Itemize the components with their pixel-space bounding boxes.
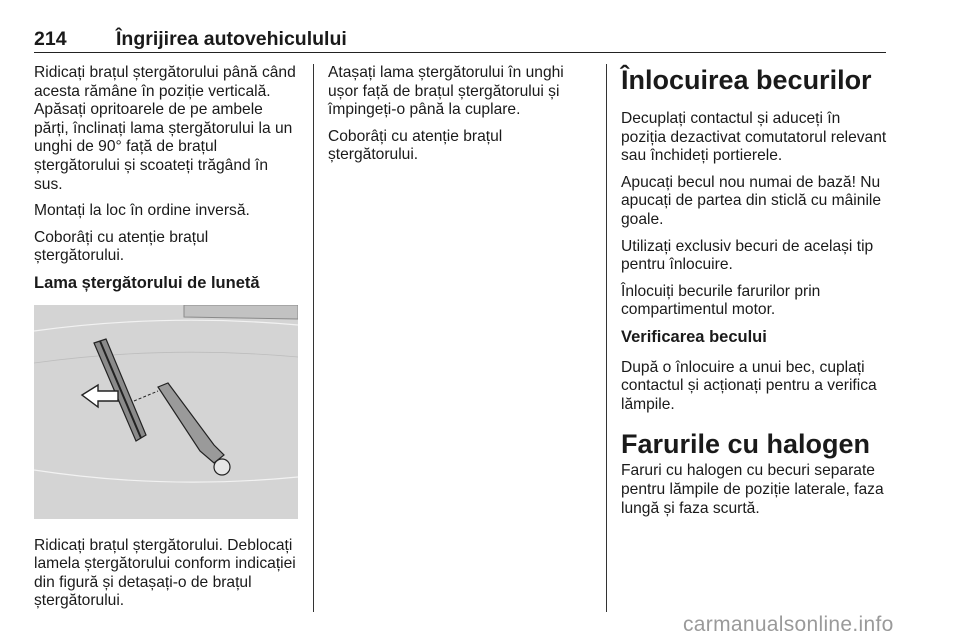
paragraph: Utilizați exclusiv becuri de același tip pentru înlocuire.	[621, 237, 874, 274]
column-divider	[313, 64, 314, 612]
page-number: 214	[34, 28, 67, 50]
column-2	[328, 64, 590, 173]
paragraph: Coborâți cu atenție brațul ștergătorului.	[34, 228, 209, 265]
column-3	[621, 64, 889, 526]
paragraph: Faruri cu halogen cu becuri separate pentru lămpile de poziție laterale, faza lungă și faza scurtă.	[621, 462, 884, 517]
page-header	[34, 26, 886, 53]
paragraph: Decuplați contactul și aduceți în poziția dezactivat comutatorul relevant sau închideți portierele.	[621, 110, 887, 165]
chapter-title: Îngrijirea autovehiculului	[116, 28, 347, 50]
watermark: carmanualsonline.info	[683, 613, 894, 636]
paragraph: Înlocuiți becurile farurilor prin compartimentul motor.	[621, 282, 821, 319]
column-divider	[606, 64, 607, 612]
paragraph: Ridicați brațul ștergătorului până când acesta rămâne în poziție verticală. Apăsați opritoarele de pe ambele părți, înclinați lama ștergătorului la un unghi de 90° față de brațul ștergătorului și scoateți trăgând în sus.	[34, 64, 296, 193]
section-heading-bulb-check: Verificarea becului	[621, 327, 767, 346]
paragraph: Atașați lama ștergătorului în unghi ușor față de brațul ștergătorului și împingeți-o până la cuplare.	[328, 64, 564, 119]
paragraph: Coborâți cu atenție brațul ștergătorului.	[328, 127, 503, 164]
paragraph: Apucați becul nou numai de bază! Nu apucați de partea din sticlă cu mâinile goale.	[621, 173, 882, 228]
paragraph: Montați la loc în ordine inversă.	[34, 202, 250, 220]
paragraph: După o înlocuire a unui bec, cuplați contactul și acționați pentru a verifica lămpile.	[621, 358, 877, 413]
paragraph: Ridicați brațul ștergătorului. Deblocați lamela ștergătorului conform indicației din figură și detașați-o de brațul ștergătorului.	[34, 536, 296, 610]
section-heading-bulb-replacement: Înlocuirea becurilor	[621, 65, 872, 95]
column-1	[34, 64, 300, 619]
rear-wiper-illustration	[34, 305, 298, 519]
section-heading-rear-wiper: Lama ștergătorului de lunetă	[34, 273, 260, 292]
section-heading-halogen: Farurile cu halogen	[621, 429, 871, 460]
